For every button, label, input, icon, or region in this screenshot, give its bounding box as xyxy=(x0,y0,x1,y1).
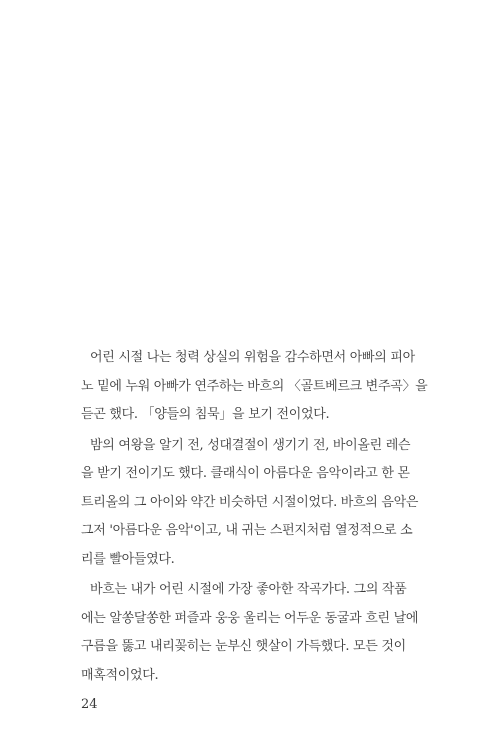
text-line: 리를 빨아들였다. xyxy=(81,551,175,567)
text-line: 듣곤 했다. 「양들의 침묵」을 보기 전이었다. xyxy=(81,407,330,422)
paragraph xyxy=(81,432,419,575)
text-line: 바흐는 내가 어린 시절에 가장 좋아한 작곡가다. 그의 작품 xyxy=(90,582,407,597)
paragraph xyxy=(81,344,428,430)
text-line: 트리올의 그 아이와 약간 비슷하던 시절이었다. 바흐의 음악은 xyxy=(81,494,419,510)
text-line: 노 밑에 누워 아빠가 연주하는 바흐의 〈골트베르크 변주곡〉을 xyxy=(81,378,428,394)
text-line: 어린 시절 나는 청력 상실의 위험을 감수하면서 아빠의 피아 xyxy=(90,350,415,365)
text-line: 그저 '아름다운 음악'이고, 내 귀는 스펀지처럼 열정적으로 소 xyxy=(81,523,413,538)
page-number: 24 xyxy=(81,697,98,712)
text-line: 구름을 뚫고 내리꽂히는 눈부신 햇살이 가득했다. 모든 것이 xyxy=(81,639,406,654)
text-line: 에는 알쏭달쏭한 퍼즐과 웅웅 울리는 어두운 동굴과 흐린 날에 xyxy=(81,610,419,626)
paragraph xyxy=(81,576,419,690)
text-line: 밤의 여왕을 알기 전, 성대결절이 생기기 전, 바이올린 레슨 xyxy=(90,437,411,453)
text-line: 매혹적이었다. xyxy=(81,667,159,683)
text-line: 을 받기 전이기도 했다. 클래식이 아름다운 음악이라고 한 몬 xyxy=(81,466,410,481)
body-text xyxy=(81,344,428,690)
